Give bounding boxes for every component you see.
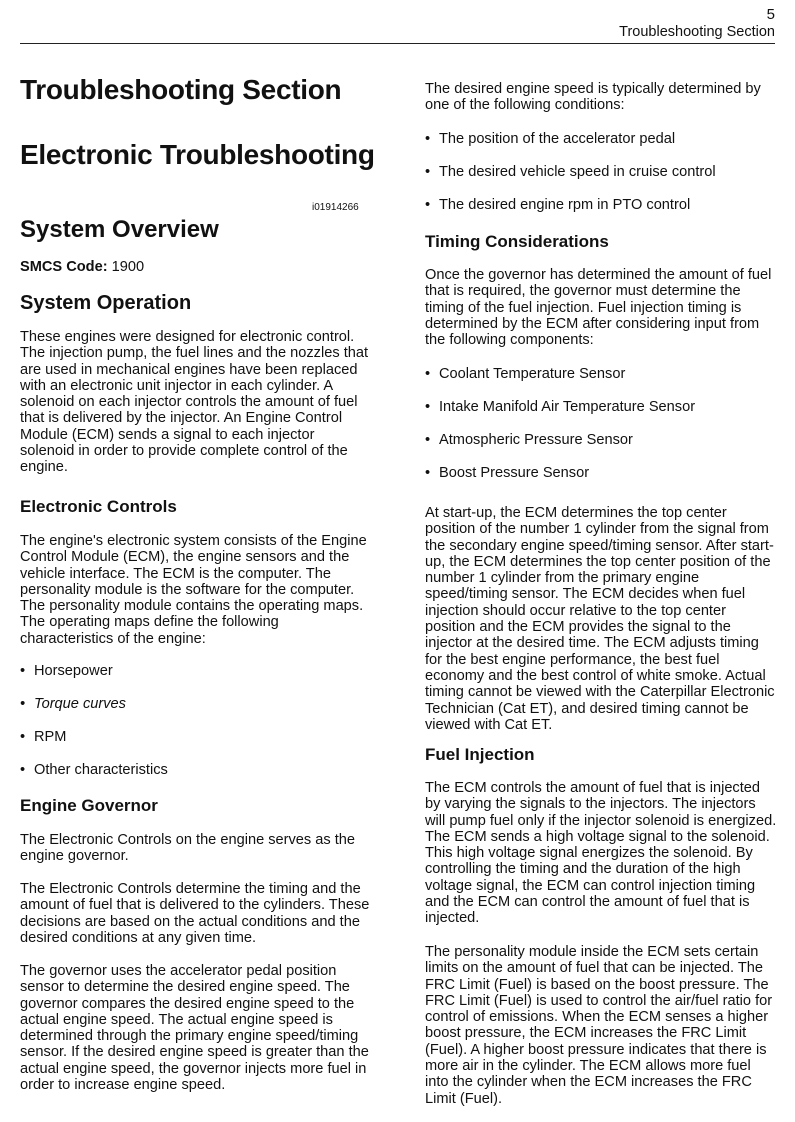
paragraph: The governor uses the accelerator pedal position sensor to determine the desired engine speed. The governor compares the desired engine speed to the actual engine speed. The actual engine speed is determined through the primary engine speed/timing sensor. If the desired engine speed is greater than the actual engine speed, the governor injects more fuel in order to increase engine speed.	[20, 963, 369, 1094]
list-item: • The position of the accelerator pedal	[425, 131, 675, 147]
list-item: • Intake Manifold Air Temperature Sensor	[425, 399, 695, 415]
heading-fuel-injection: Fuel Injection	[425, 745, 535, 764]
page-number: 5	[766, 6, 775, 23]
heading-engine-governor: Engine Governor	[20, 796, 158, 815]
heading-electronic-controls: Electronic Controls	[20, 497, 177, 516]
paragraph: The desired engine speed is typically determined by one of the following conditions:	[425, 81, 761, 114]
list-item: • Other characteristics	[20, 762, 168, 778]
smcs-code	[20, 259, 144, 275]
list-item: • Torque curves	[20, 696, 126, 712]
list-item: • The desired vehicle speed in cruise control	[425, 164, 716, 180]
section-title: Troubleshooting Section	[20, 74, 342, 105]
paragraph: The personality module inside the ECM sets certain limits on the amount of fuel that can be injected. The FRC Limit (Fuel) is based on the boost pressure. The FRC Limit (Fuel) is used to control the air/fuel ratio for control of emissions. When the ECM senses a higher boost pressure, the ECM increases the FRC Limit (Fuel). A higher boost pressure indicates that there is more air in the cylinder. The ECM allows more fuel into the cylinder when the ECM increases the FRC Limit (Fuel).	[425, 944, 773, 1107]
paragraph: The ECM controls the amount of fuel that is injected by varying the signals to the injectors. The injectors will pump fuel only if the injector solenoid is energized. The ECM sends a high voltage signal to the solenoid. This high voltage signal energizes the solenoid. By controlling the timing and the duration of the high voltage signal, the ECM can control injection timing and the ECM can control the amount of fuel that is injected.	[425, 780, 777, 927]
list-item: • Atmospheric Pressure Sensor	[425, 432, 633, 448]
heading-system-operation: System Operation	[20, 292, 192, 314]
paragraph: The Electronic Controls on the engine serves as the engine governor.	[20, 832, 356, 865]
paragraph: Once the governor has determined the amount of fuel that is required, the governor must determine the timing of the fuel injection. Fuel injection timing is determined by the ECM after considering input from the following components:	[425, 267, 772, 349]
document-id: i01914266	[312, 202, 359, 213]
paragraph: These engines were designed for electronic control. The injection pump, the fuel lines and the nozzles that are used in mechanical engines have been replaced with an electronic unit injector in each cylinder. A solenoid on each injector controls the amount of fuel that is delivered by the injector. An Engine Control Module (ECM) sends a signal to each injector solenoid in order to provide complete control of the engine.	[20, 329, 369, 476]
chapter-title: Electronic Troubleshooting	[20, 139, 375, 170]
list-item: • Horsepower	[20, 663, 113, 679]
paragraph: The engine's electronic system consists of the Engine Control Module (ECM), the engine sensors and the vehicle interface. The ECM is the computer. The personality module is the software for the computer. The personality module contains the operating maps. The operating maps define the following characteristics of the engine:	[20, 533, 367, 647]
header-rule	[20, 43, 775, 44]
list-item: • Boost Pressure Sensor	[425, 465, 589, 481]
heading-system-overview: System Overview	[20, 216, 219, 243]
list-item: • Coolant Temperature Sensor	[425, 366, 625, 382]
paragraph: At start-up, the ECM determines the top center position of the number 1 cylinder from the signal from the secondary engine speed/timing sensor. After start-up, the ECM determines the top center position of the number 1 cylinder from the primary engine speed/timing sensor. The ECM decides when fuel injection should occur relative to the top center position and the ECM provides the signal to the injector at the desired time. The ECM adjusts timing for the best engine performance, the best fuel economy and the best control of white smoke. Actual timing cannot be viewed with the Caterpillar Electronic Technician (Cat ET), and desired timing cannot be viewed with Cat ET.	[425, 505, 775, 733]
heading-timing-considerations: Timing Considerations	[425, 232, 609, 251]
list-item: • The desired engine rpm in PTO control	[425, 197, 690, 213]
running-head: Troubleshooting Section	[619, 24, 775, 40]
smcs-label: SMCS Code:	[20, 259, 108, 275]
smcs-value: 1900	[111, 259, 145, 275]
list-item: • RPM	[20, 729, 66, 745]
paragraph: The Electronic Controls determine the timing and the amount of fuel that is delivered to the cylinders. These decisions are based on the actual conditions and the desired conditions at any given time.	[20, 881, 370, 946]
